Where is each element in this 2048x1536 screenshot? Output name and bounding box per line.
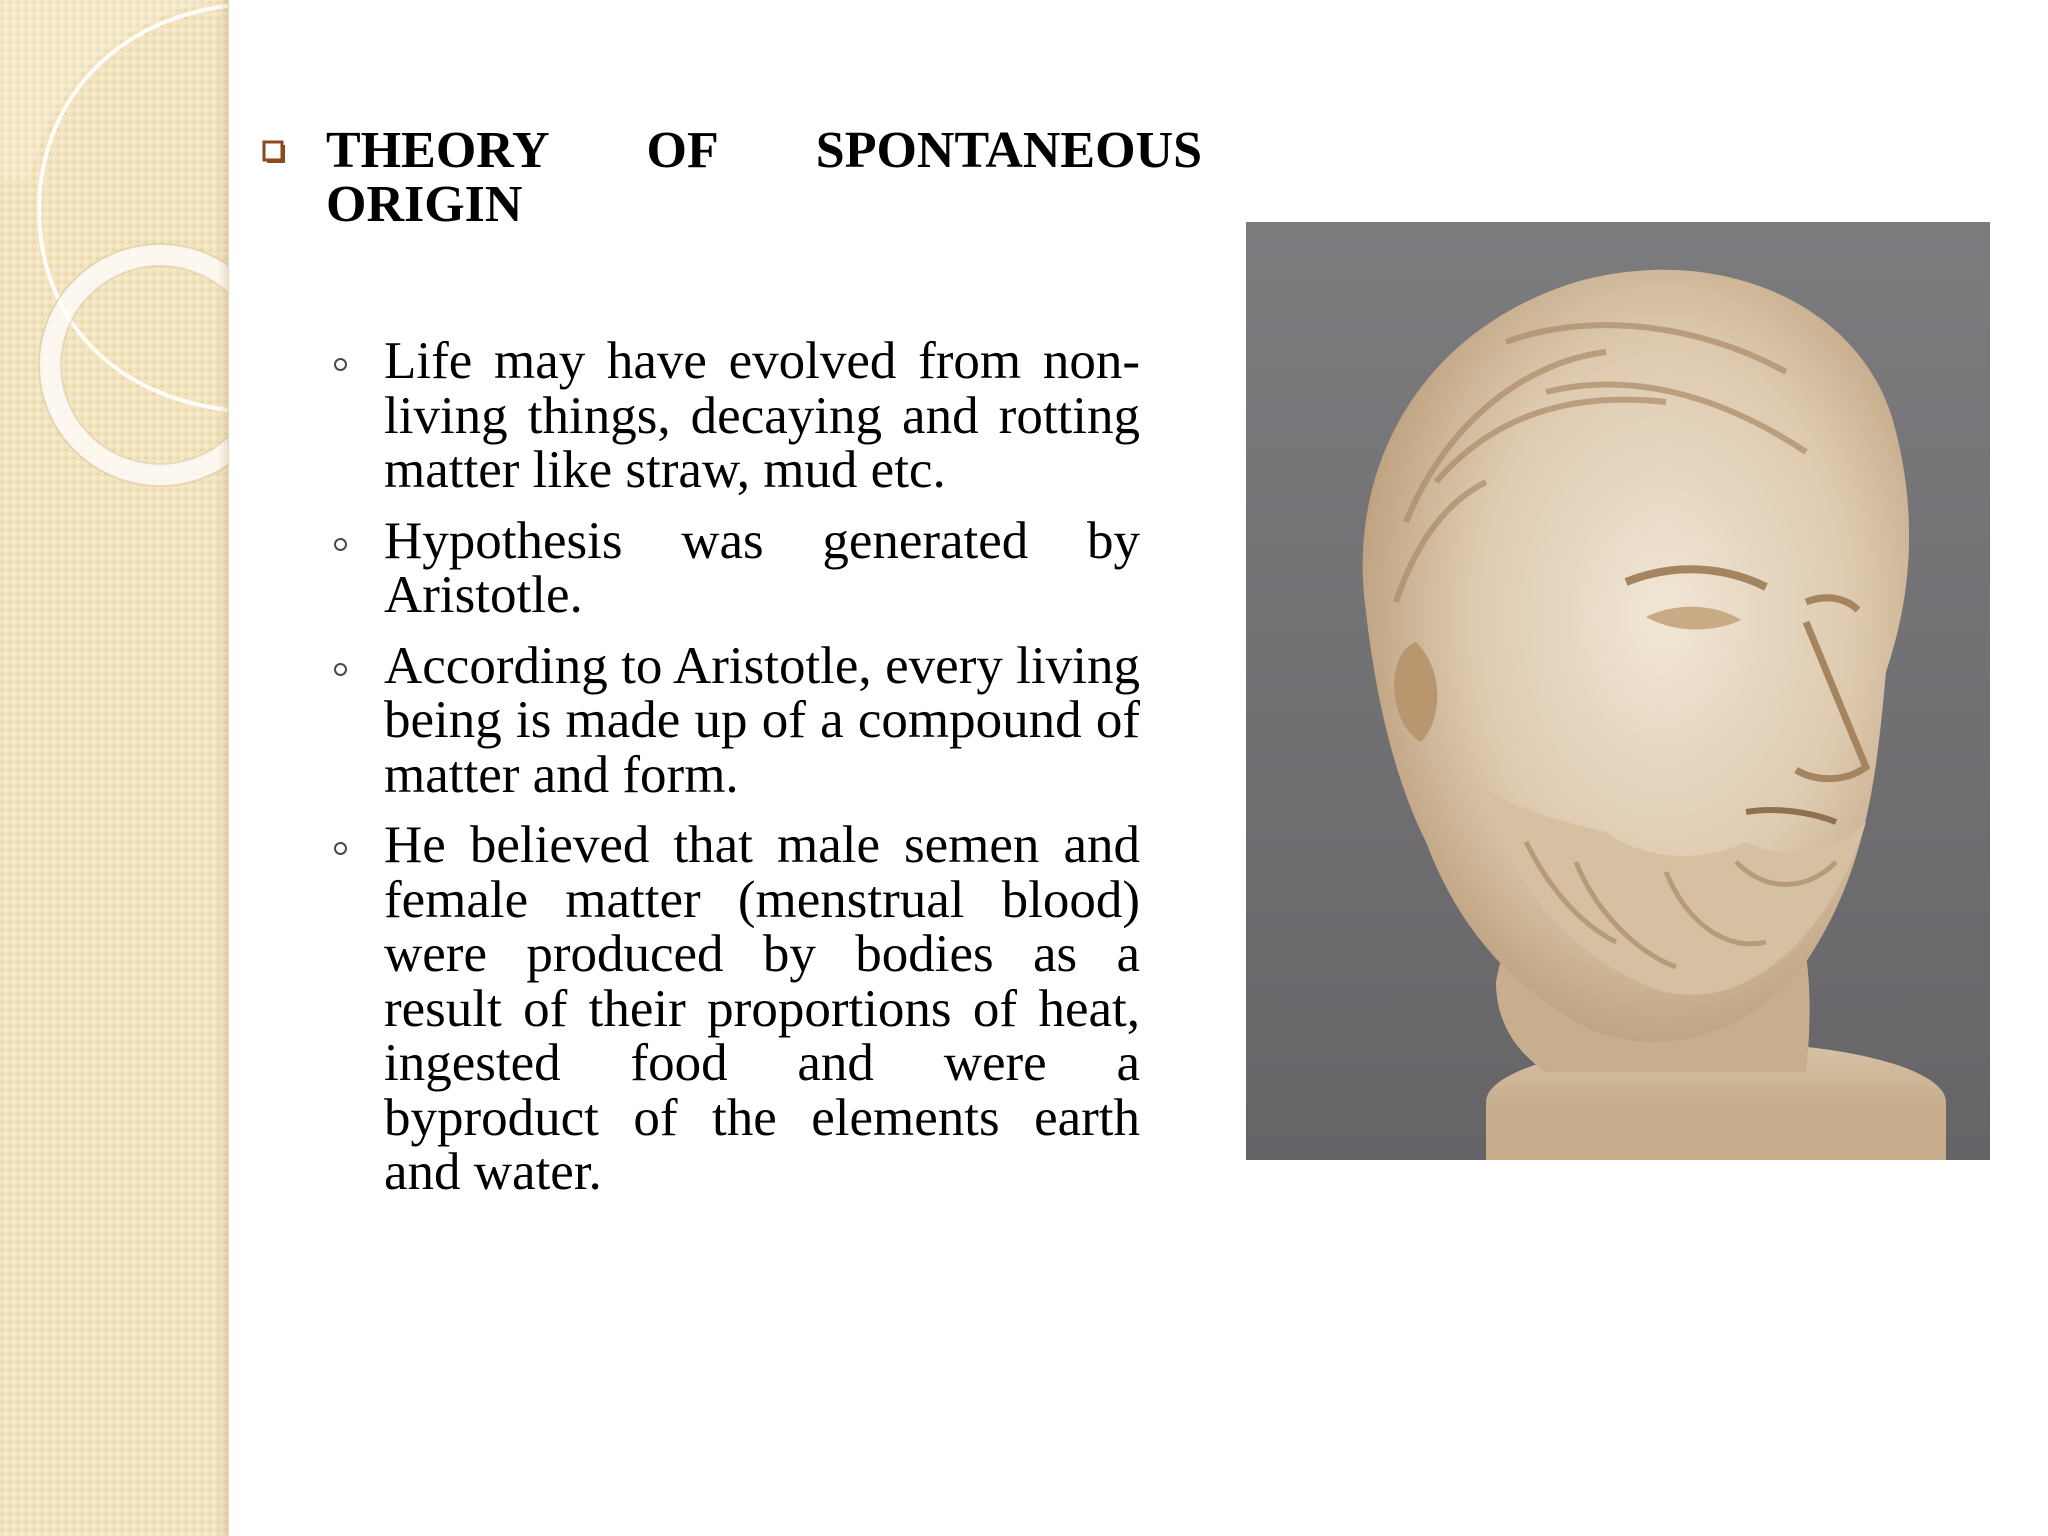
decorative-side-strip bbox=[0, 0, 229, 1536]
decorative-rings-graphic bbox=[0, 0, 228, 560]
hollow-circle-bullet-icon bbox=[334, 663, 347, 676]
hollow-circle-bullet-icon bbox=[334, 842, 347, 855]
strip-edge-shadow bbox=[218, 0, 228, 1536]
aristotle-bust-illustration bbox=[1246, 222, 1990, 1160]
list-item bbox=[330, 818, 1140, 1200]
hollow-circle-bullet-icon bbox=[334, 538, 347, 551]
bullet-text: He believed that male semen and female matter (menstrual blood) were produced by bodies as a result of their proportions of heat, ingested food and were a byproduct of the elements earth and water. bbox=[384, 816, 1140, 1201]
hollow-circle-bullet-icon bbox=[334, 358, 347, 371]
hollow-square-bullet-icon bbox=[262, 140, 286, 164]
list-item bbox=[330, 636, 1140, 804]
bullet-text: According to Aristotle, every living being is made up of a compound of matter and form. bbox=[384, 636, 1140, 804]
aristotle-bust-image bbox=[1246, 222, 1990, 1160]
bullet-text: Life may have evolved from non-living things, decaying and rotting matter like straw, mud etc. bbox=[384, 332, 1140, 499]
bullet-text: Hypothesis was generated by Aristotle. bbox=[384, 511, 1140, 624]
list-item bbox=[330, 511, 1140, 624]
list-item bbox=[330, 334, 1140, 498]
slide-title: THEORY OF SPONTANEOUS ORIGIN bbox=[326, 122, 1202, 233]
bullet-list bbox=[330, 334, 1140, 1216]
